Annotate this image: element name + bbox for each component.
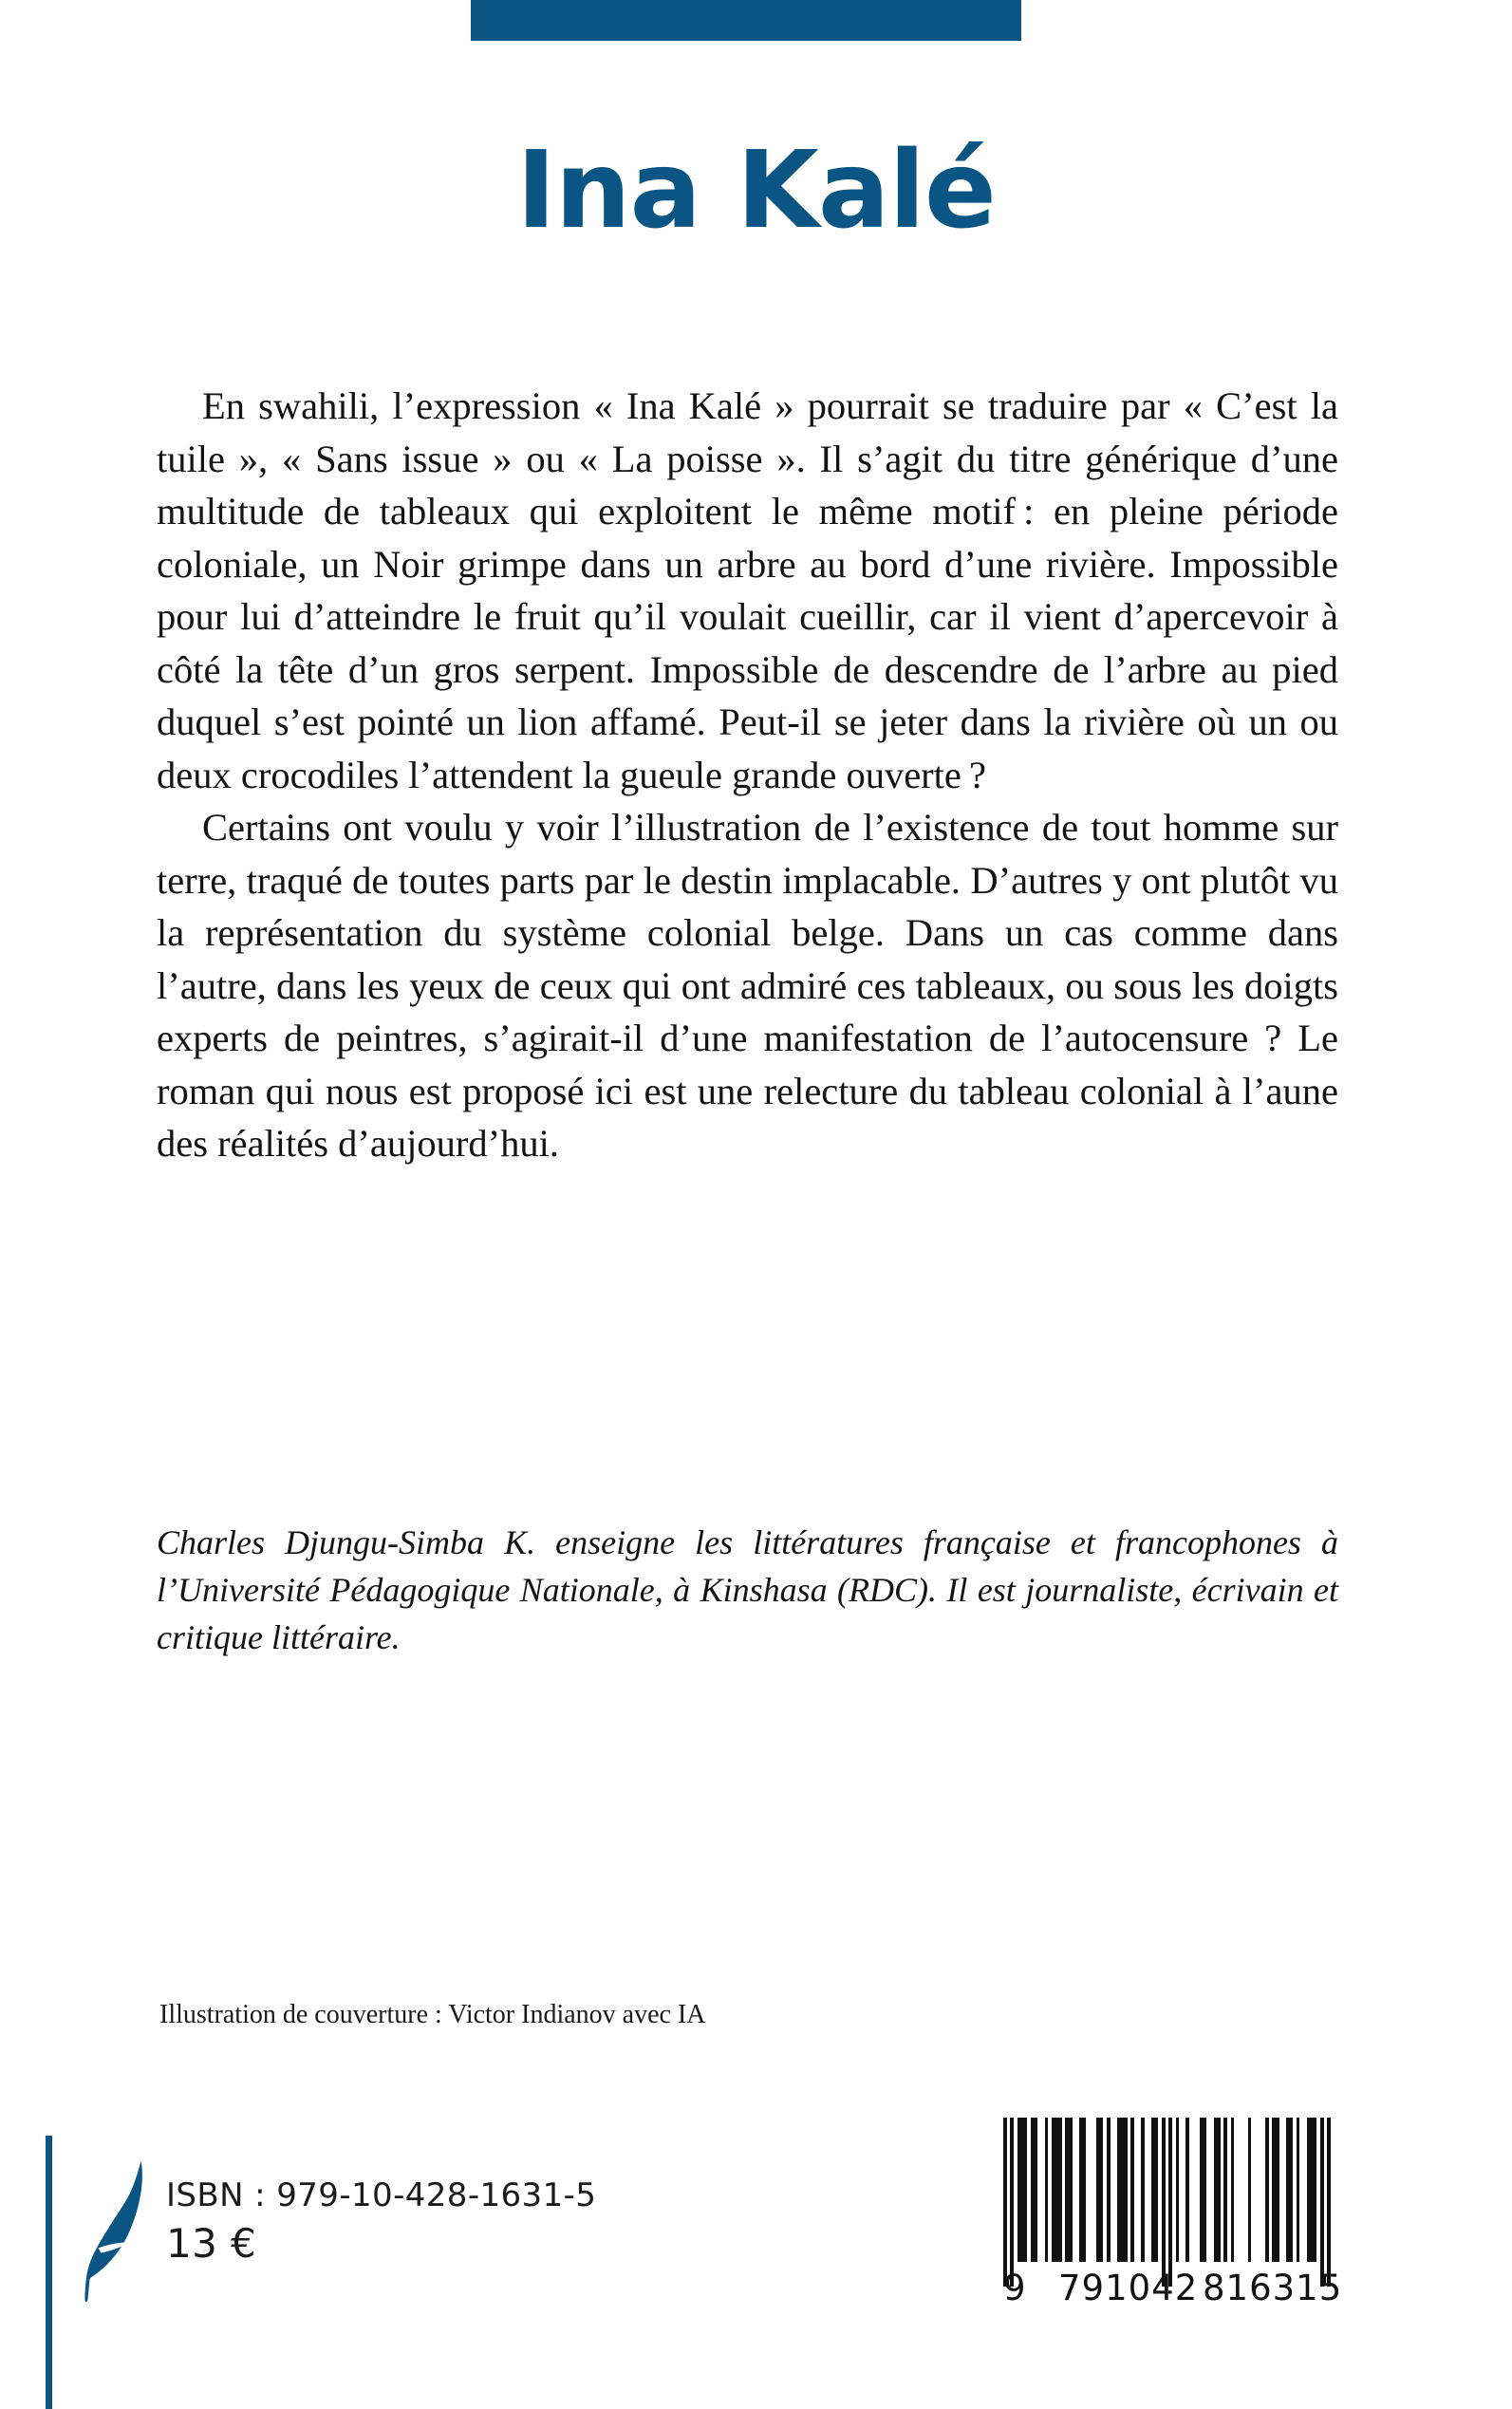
author-note: Charles Djungu-Simba K. enseigne les littératures française et francophones à l’Université Pédagogique Nationale, à Kinshasa (RDC). Il est journaliste, écrivain et critique littéraire. xyxy=(157,1523,1338,1656)
blurb-paragraph-2: Certains ont voulu y voir l’illustration de l’existence de tout homme sur terre, traqué de toutes parts par le destin implacable. D’autres y ont plutôt vu la représentation du système colonial belge. Dans un cas comme dans l’autre, dans les yeux de ceux qui ont admiré ces tableaux, ou sous les doigts experts de peintres, s’agirait-il d’une manifestation de l’autocensure ? Le roman qui nous est proposé ici est une relecture du tableau colonial à l’aune des réalités d’aujourd’hui. xyxy=(157,806,1338,1165)
blurb-text xyxy=(157,380,1338,1170)
cover-credit: Illustration de couverture : Victor Indianov avec IA xyxy=(159,2000,706,2029)
barcode-bars xyxy=(1003,2118,1331,2262)
barcode-digit-group-2: 816315 xyxy=(1203,2268,1343,2308)
barcode-digit-leading: 9 xyxy=(1003,2268,1027,2308)
ean13-barcode xyxy=(1003,2118,1343,2308)
barcode-digit-group-1: 791042 xyxy=(1058,2268,1199,2308)
barcode-digits xyxy=(1003,2262,1343,2308)
top-accent-bar xyxy=(471,0,1021,41)
isbn-text: ISBN : 979-10-428-1631-5 xyxy=(166,2176,597,2214)
footer-vertical-rule xyxy=(46,2136,52,2409)
quill-feather-icon xyxy=(74,2155,152,2306)
price-text: 13 € xyxy=(166,2220,257,2267)
page-title: Ina Kalé xyxy=(516,129,996,252)
blurb-paragraph-1: En swahili, l’expression « Ina Kalé » pourrait se traduire par « C’est la tuile », « Sans issue » ou « La poisse ». Il s’agit du titre générique d’une multitude de tableaux qui exploitent le même motif : en pleine période coloniale, un Noir grimpe dans un arbre au bord d’une rivière. Impossible pour lui d’atteindre le fruit qu’il voulait cueillir, car il vient d’apercevoir à côté la tête d’un gros serpent. Impossible de descendre de l’arbre au pied duquel s’est pointé un lion affamé. Peut-il se jeter dans la rivière où un ou deux crocodiles l’attendent la gueule grande ouverte ? xyxy=(157,384,1338,796)
isbn-price-block xyxy=(166,2174,596,2269)
